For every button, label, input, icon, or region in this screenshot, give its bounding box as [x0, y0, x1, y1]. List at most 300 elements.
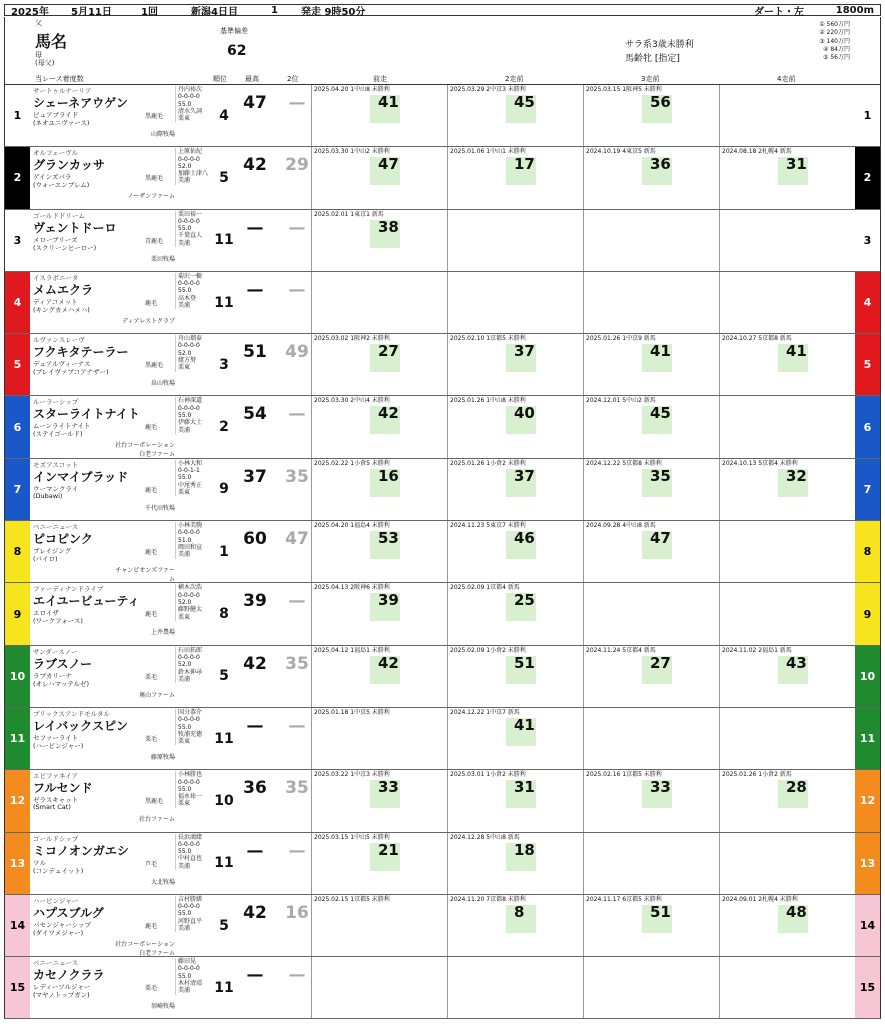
past-race-index: 51	[650, 902, 671, 921]
sire-name: ゴールドシップ	[33, 834, 79, 843]
past-race-title: 2024.10.13 5京都4 未勝利	[722, 459, 798, 467]
broodmare-sire: (ステイゴールド)	[33, 430, 83, 439]
frame-number-left: 1	[5, 85, 30, 146]
frame-number-right: 10	[855, 646, 880, 707]
prize-4: ④ 84万円	[823, 45, 850, 53]
horse-name[interactable]: フクキタテーラー	[33, 345, 129, 360]
past-race-4[interactable]	[719, 708, 855, 769]
past-race-4[interactable]	[719, 210, 855, 271]
frame-number-right: 7	[855, 459, 880, 520]
past-race-title: 2024.12.01 5中山2 新馬	[586, 397, 656, 405]
dam-name: ディアコメット	[33, 297, 78, 306]
past-race-2[interactable]	[447, 459, 583, 520]
breeder: 須崎牧場	[150, 1003, 175, 1011]
sire-name: ハービンジャー	[33, 896, 79, 905]
race-year: 2025年	[11, 6, 49, 18]
horse-heading: 馬名	[35, 32, 68, 51]
past-race-2[interactable]	[447, 957, 583, 1018]
sire-name: ブリックスアンドモルタル	[33, 709, 110, 718]
past-race-title: 2025.01.06 1中山1 未勝利	[450, 148, 526, 156]
frame-number-left: 9	[5, 583, 30, 644]
prize-5: ⑤ 56万円	[823, 54, 850, 62]
sire-name: イスラボニータ	[33, 273, 79, 282]
frame-number-right: 11	[855, 708, 880, 769]
past-race-index: 17	[514, 155, 535, 174]
breeder: 藤原牧場	[150, 753, 175, 761]
frame-number-left: 5	[5, 334, 30, 395]
past-race-index: 53	[378, 529, 399, 548]
past-race-title: 2025.01.26 1小倉2 新馬	[722, 771, 792, 779]
second-index: —	[288, 591, 306, 612]
table-row[interactable]	[4, 147, 881, 209]
second-index: 35	[285, 466, 309, 487]
breeder: 山際牧場	[150, 131, 175, 138]
past-race-3[interactable]	[583, 521, 719, 582]
frame-number-right: 8	[855, 521, 880, 582]
past-race-1[interactable]	[311, 396, 447, 457]
second-index: —	[288, 404, 306, 425]
past-race-index: 41	[786, 342, 807, 361]
distance: 1800m	[835, 4, 874, 16]
frame-number-right: 1	[855, 85, 880, 146]
past-race-title: 2025.01.26 1中山8 未勝利	[450, 397, 526, 405]
prize-1: ① 560万円	[819, 21, 850, 28]
sire-name: ファーディナンドライブ	[33, 585, 104, 594]
past-race-1[interactable]	[311, 895, 447, 956]
rank-value: 11	[214, 232, 234, 249]
broodmare-sire: (バイロ)	[33, 555, 58, 564]
rank-value: 11	[214, 855, 234, 872]
past-race-2[interactable]	[447, 521, 583, 582]
post-time: 発走 9時50分	[301, 6, 366, 18]
past-race-title: 2024.11.23 5東京7 未勝利	[450, 522, 526, 530]
jockey-info: 小林美駒 0-0-0-0 51.0 岡田和宣 美浦	[175, 522, 213, 558]
past-race-1[interactable]	[311, 957, 447, 1018]
past-race-2[interactable]	[447, 210, 583, 271]
best-heading: 最高	[245, 75, 259, 83]
past-race-3[interactable]	[583, 334, 719, 395]
frame-number-right: 15	[855, 957, 880, 1018]
course-type: ダート・左	[754, 6, 804, 18]
past-race-title: 2024.12.22 5京都8 未勝利	[586, 459, 662, 467]
dam-name: エロイザ	[33, 609, 59, 618]
past-race-title: 2024.11.20 7京都8 未勝利	[450, 895, 526, 903]
past-race-title: 2024.12.28 5中山8 新馬	[450, 833, 520, 841]
past-race-index: 40	[514, 404, 535, 423]
best-index: 60	[243, 529, 267, 550]
frame-number-right: 6	[855, 396, 880, 457]
past-race-index: 39	[378, 591, 399, 610]
past-race-2[interactable]	[447, 708, 583, 769]
frame-number-right: 9	[855, 583, 880, 644]
past-race-2[interactable]	[447, 272, 583, 333]
past-race-4[interactable]	[719, 334, 855, 395]
past-race-index: 32	[786, 466, 807, 485]
best-index: 39	[243, 591, 267, 612]
rank-heading: 順位	[213, 75, 227, 83]
past-race-title: 2025.02.16 1京都5 未勝利	[586, 771, 662, 779]
race-kai: 1回	[141, 6, 158, 18]
past-race-3[interactable]	[583, 957, 719, 1018]
race-header	[4, 4, 881, 16]
jockey-info: 石神深道 0-0-0-0 55.0 伊藤大士 美浦	[175, 397, 213, 433]
past-race-3[interactable]	[583, 708, 719, 769]
best-index: 36	[243, 778, 267, 799]
broodmare-sire: (ウォーエンブレム)	[33, 181, 90, 190]
sire-name: サンダースノー	[33, 647, 78, 656]
coat-color: 鹿毛	[145, 922, 158, 930]
past-race-index: 47	[650, 529, 671, 548]
rank-value: 10	[214, 792, 234, 809]
race-number: 1	[271, 4, 278, 16]
horse-table	[4, 85, 881, 1019]
second-index: 47	[285, 529, 309, 550]
prev-heading: 前走	[373, 75, 387, 83]
jockey-info: 石田拓郎 0-0-0-0 52.0 鈴木伸尋 美浦	[175, 647, 213, 683]
jockey-info: 丹内祐次 0-0-0-0 55.0 清水久詞 栗東	[175, 86, 213, 122]
past-race-1[interactable]	[311, 210, 447, 271]
dam-name: ラブカリーナ	[33, 671, 72, 680]
past-race-3[interactable]	[583, 646, 719, 707]
broodmare-sire: (マヤノトップガン)	[33, 991, 90, 1000]
past-race-title: 2024.11.24 5京都4 新馬	[586, 646, 656, 654]
past-race-index: 27	[378, 342, 399, 361]
table-row[interactable]	[4, 210, 881, 272]
broodmare-sire: (キングカメハメハ)	[33, 305, 90, 314]
coat-color: 栗毛	[145, 735, 158, 743]
rank-value: 5	[219, 668, 229, 685]
rank-value: 4	[219, 107, 229, 124]
past-race-title: 2025.02.10 1京都5 未勝利	[450, 335, 526, 343]
past-race-title: 2025.04.20 1福島4 未勝利	[314, 522, 390, 530]
past-race-title: 2025.02.09 1京都4 新馬	[450, 584, 520, 592]
past-race-index: 41	[378, 93, 399, 111]
coat-color: 鹿毛	[145, 424, 158, 432]
best-index: 54	[243, 404, 267, 425]
dam-name: ムーンライトナイト	[33, 422, 91, 431]
past-race-2[interactable]	[447, 833, 583, 894]
past-race-1[interactable]	[311, 583, 447, 644]
past-race-3[interactable]	[583, 147, 719, 208]
horse-name[interactable]: ヴェントドーロ	[33, 220, 117, 235]
record-heading: 当レース着度数	[35, 75, 84, 83]
table-row[interactable]	[4, 85, 881, 147]
broodmare-sire: (スクリーンヒーロー)	[33, 243, 97, 252]
coat-color: 青鹿毛	[145, 237, 164, 245]
jockey-info: 長浜鴻緒 0-0-0-0 55.0 中村直也 美浦	[175, 834, 213, 870]
second-index: —	[288, 840, 306, 861]
bms-heading: (母父)	[35, 59, 55, 67]
horse-name[interactable]: ピコピンク	[33, 532, 93, 547]
horse-name[interactable]: メムエクラ	[33, 282, 94, 297]
table-row[interactable]	[4, 459, 881, 521]
past-race-3[interactable]	[583, 272, 719, 333]
past-race-1[interactable]	[311, 521, 447, 582]
past-race-1[interactable]	[311, 833, 447, 894]
past-race-title: 2024.09.01 2札幌4 未勝利	[722, 895, 798, 903]
horse-name[interactable]: ラブスノー	[33, 656, 93, 671]
table-row[interactable]	[4, 583, 881, 645]
dam-name: デュアルヴィーナス	[33, 360, 91, 369]
table-row[interactable]	[4, 770, 881, 832]
past-race-title: 2025.01.26 1中京9 新馬	[586, 335, 656, 343]
jockey-info: 上原佑紀 0-0-0-0 52.0 加藤士津八 美浦	[175, 148, 213, 184]
jockey-info: 横木次浩 0-0-0-0 52.0 藤野健太 栗東	[175, 584, 213, 620]
past-race-4[interactable]	[719, 85, 855, 146]
table-row[interactable]	[4, 521, 881, 583]
past-race-title: 2025.03.01 1小倉2 未勝利	[450, 771, 526, 779]
prev2-heading: 2走前	[505, 75, 524, 83]
past-race-title: 2025.03.15 1阪神5 未勝利	[586, 86, 662, 93]
sire-name: ルヴァンスレーヴ	[33, 336, 85, 345]
sire-name: ベニーニュース	[33, 959, 79, 968]
past-race-index: 37	[514, 342, 535, 361]
past-race-4[interactable]	[719, 272, 855, 333]
past-race-2[interactable]	[447, 770, 583, 831]
table-row[interactable]	[4, 895, 881, 957]
coat-color: 芦毛	[145, 860, 158, 868]
jockey-info: 舟山瑠泰 0-0-0-0 52.0 緒方努 栗東	[175, 335, 213, 371]
past-race-title: 2024.11.02 2福島1 新馬	[722, 646, 792, 654]
horse-name[interactable]: グランカッサ	[33, 158, 105, 173]
past-race-index: 28	[786, 778, 807, 797]
best-index: —	[246, 279, 264, 300]
second-index: —	[288, 93, 306, 113]
prev3-heading: 3走前	[641, 75, 660, 83]
past-race-3[interactable]	[583, 459, 719, 520]
past-race-index: 16	[378, 466, 399, 485]
frame-number-left: 13	[5, 833, 30, 894]
second-index: —	[288, 715, 306, 736]
race-date: 5月11日	[71, 6, 112, 18]
best-index: 47	[243, 93, 267, 113]
dam-name: セファーライト	[33, 733, 79, 742]
dam-name: ピュアブライド	[33, 111, 79, 119]
dam-name: ゲインズバラ	[33, 173, 72, 182]
breeder: 大北牧場	[150, 878, 175, 886]
breeder: ディアレストクラブ	[122, 317, 175, 325]
rank-value: 5	[219, 917, 229, 934]
past-race-title: 2025.02.15 1京都5 未勝利	[314, 895, 390, 903]
frame-number-right: 5	[855, 334, 880, 395]
past-race-title: 2024.09.28 4中山8 新馬	[586, 522, 656, 530]
prize-list	[819, 21, 850, 62]
broodmare-sire: (オレハマッテルゼ)	[33, 679, 90, 688]
past-race-4[interactable]	[719, 770, 855, 831]
best-index: 42	[243, 653, 267, 674]
second-index: —	[288, 965, 306, 986]
past-race-3[interactable]	[583, 583, 719, 644]
horse-name[interactable]: ハプスブルグ	[33, 905, 104, 920]
table-row[interactable]	[4, 396, 881, 458]
coat-color: 黒鹿毛	[145, 113, 164, 120]
past-race-4[interactable]	[719, 957, 855, 1018]
past-race-title: 2025.04.13 2阪神6 未勝利	[314, 584, 390, 592]
dam-name: ブレイジング	[33, 547, 72, 556]
past-race-3[interactable]	[583, 833, 719, 894]
horse-name[interactable]: フルセンド	[33, 781, 93, 796]
dam-name: ツル	[33, 858, 46, 867]
broodmare-sire: (Smart Cat)	[33, 803, 71, 812]
dam-name: ゼラスキャット	[33, 796, 79, 805]
past-race-1[interactable]	[311, 272, 447, 333]
past-race-1[interactable]	[311, 85, 447, 146]
past-race-title: 2025.02.09 1小倉2 未勝利	[450, 646, 526, 654]
past-race-3[interactable]	[583, 396, 719, 457]
past-race-title: 2025.02.22 1小倉5 未勝利	[314, 459, 390, 467]
breeder: 上井農場	[150, 629, 175, 637]
best-index: —	[246, 715, 264, 736]
best-index: —	[246, 965, 264, 986]
past-race-title: 2024.10.27 5京都8 新馬	[722, 335, 792, 343]
horse-name[interactable]: レイバックスピン	[33, 718, 129, 733]
past-race-index: 42	[378, 404, 399, 423]
past-race-title: 2025.03.15 1中山5 未勝利	[314, 833, 390, 841]
past-race-4[interactable]	[719, 459, 855, 520]
past-race-2[interactable]	[447, 583, 583, 644]
past-race-2[interactable]	[447, 85, 583, 146]
past-race-4[interactable]	[719, 147, 855, 208]
prize-2: ② 220万円	[819, 29, 850, 37]
past-race-1[interactable]	[311, 770, 447, 831]
coat-color: 栗毛	[145, 673, 158, 681]
past-race-4[interactable]	[719, 895, 855, 956]
second-index: 16	[285, 902, 309, 923]
jockey-info: 菊沢一樹 0-0-0-0 55.0 高木登 美浦	[175, 273, 213, 309]
past-race-2[interactable]	[447, 396, 583, 457]
past-race-4[interactable]	[719, 521, 855, 582]
broodmare-sire: (ブレイヴァブコアナザー)	[33, 368, 109, 377]
past-race-3[interactable]	[583, 210, 719, 271]
past-race-1[interactable]	[311, 334, 447, 395]
breeder: 社台コーポレーション白老ファーム	[115, 940, 175, 957]
rank-value: 3	[219, 356, 229, 373]
past-race-index: 35	[650, 466, 671, 485]
past-race-index: 25	[514, 591, 535, 610]
horse-name[interactable]: インマイブラッド	[33, 469, 129, 484]
past-race-3[interactable]	[583, 895, 719, 956]
breeder: チャンピオンズファーム	[115, 567, 175, 584]
past-race-index: 43	[786, 653, 807, 672]
race-venue-day: 新潟4日目	[191, 6, 238, 18]
past-race-3[interactable]	[583, 85, 719, 146]
frame-number-right: 4	[855, 272, 880, 333]
frame-number-left: 2	[5, 147, 30, 208]
sire-name: オルフェーヴル	[33, 149, 78, 158]
horse-name[interactable]: シェーネアウゲン	[33, 96, 128, 110]
second-index: 35	[285, 653, 309, 674]
second-index: 35	[285, 778, 309, 799]
second-heading: 2位	[287, 75, 299, 83]
frame-number-left: 12	[5, 770, 30, 831]
second-index: 49	[285, 342, 309, 363]
rank-value: 5	[219, 169, 229, 186]
past-race-index: 41	[514, 715, 535, 734]
past-race-2[interactable]	[447, 646, 583, 707]
broodmare-sire: (Dubawi)	[33, 491, 63, 500]
rank-value: 8	[219, 606, 229, 623]
past-race-1[interactable]	[311, 459, 447, 520]
past-race-title: 2024.12.22 1中京7 新馬	[450, 708, 520, 716]
past-race-title: 2025.03.29 2中京3 未勝利	[450, 86, 526, 93]
best-index: 42	[243, 155, 267, 176]
past-race-index: 31	[514, 778, 535, 797]
jockey-info: 藤田晃 0-0-0-0 55.0 木村清靖 美浦	[175, 958, 213, 994]
past-race-index: 33	[378, 778, 399, 797]
table-row[interactable]	[4, 833, 881, 895]
dam-heading: 母	[35, 51, 42, 59]
past-race-2[interactable]	[447, 895, 583, 956]
breeder: 奥山ファーム	[139, 691, 175, 699]
coat-color: 栗毛	[145, 985, 158, 993]
past-race-title: 2025.01.26 1小倉2 未勝利	[450, 459, 526, 467]
sire-name: モズアスコット	[33, 460, 79, 469]
past-race-index: 45	[514, 93, 535, 111]
past-race-4[interactable]	[719, 833, 855, 894]
frame-number-right: 2	[855, 147, 880, 208]
past-race-2[interactable]	[447, 334, 583, 395]
jockey-info: 小林大和 0-0-1-1 55.0 中尾秀正 栗東	[175, 460, 213, 496]
frame-number-left: 3	[5, 210, 30, 271]
race-condition: 馬齢牝 [指定]	[625, 54, 680, 64]
horse-name[interactable]: エイユービューティ	[33, 594, 140, 609]
past-race-4[interactable]	[719, 646, 855, 707]
coat-color: 黒鹿毛	[145, 362, 164, 370]
table-row[interactable]	[4, 646, 881, 708]
frame-number-left: 11	[5, 708, 30, 769]
second-index: —	[288, 217, 306, 238]
table-row[interactable]	[4, 334, 881, 396]
past-race-1[interactable]	[311, 646, 447, 707]
broodmare-sire: (ネオユニヴァース)	[33, 119, 90, 127]
coat-color: 鹿毛	[145, 549, 158, 557]
past-race-3[interactable]	[583, 770, 719, 831]
past-race-4[interactable]	[719, 396, 855, 457]
sire-name: サートゥルナーリア	[33, 87, 92, 95]
prize-3: ③ 140万円	[819, 37, 850, 45]
frame-number-right: 14	[855, 895, 880, 956]
rank-value: 9	[219, 481, 229, 498]
coat-color: 鹿毛	[145, 611, 158, 619]
frame-number-left: 4	[5, 272, 30, 333]
table-row[interactable]	[4, 957, 881, 1019]
past-race-1[interactable]	[311, 147, 447, 208]
frame-number-left: 6	[5, 396, 30, 457]
table-row[interactable]	[4, 272, 881, 334]
past-race-2[interactable]	[447, 147, 583, 208]
frame-number-left: 15	[5, 957, 30, 1018]
horse-name[interactable]: カセノクララ	[33, 968, 105, 983]
best-index: 51	[243, 342, 267, 363]
past-race-title: 2024.10.19 4東京5 新馬	[586, 148, 656, 156]
breeder: 栗田牧場	[150, 255, 175, 263]
breeder: 社台コーポレーション白老ファーム	[115, 442, 175, 459]
past-race-index: 46	[514, 529, 535, 548]
table-row[interactable]	[4, 708, 881, 770]
breeder: 畠山牧場	[150, 380, 175, 388]
horse-name[interactable]: スターライトナイト	[33, 407, 140, 422]
frame-number-right: 13	[855, 833, 880, 894]
past-race-index: 38	[378, 217, 399, 236]
rank-value: 11	[214, 730, 234, 747]
past-race-title: 2025.03.30 2中山4 未勝利	[314, 397, 390, 405]
past-race-index: 33	[650, 778, 671, 797]
past-race-4[interactable]	[719, 583, 855, 644]
past-race-1[interactable]	[311, 708, 447, 769]
frame-number-left: 14	[5, 895, 30, 956]
horse-name[interactable]: ミコノオンガエシ	[33, 843, 129, 858]
frame-number-left: 10	[5, 646, 30, 707]
